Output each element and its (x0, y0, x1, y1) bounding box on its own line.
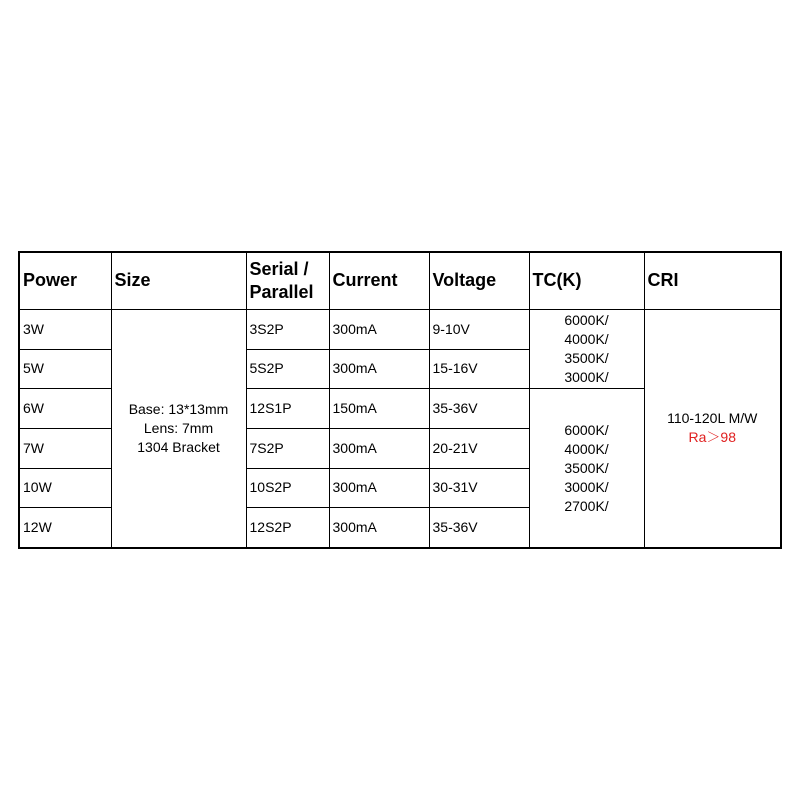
header-row (19, 252, 781, 309)
size-line1: Base: 13*13mm (128, 400, 229, 417)
cell-serial: 5S2P (246, 349, 329, 389)
cell-power: 3W (19, 309, 111, 349)
cell-current: 300mA (329, 428, 429, 468)
table-row (19, 309, 781, 349)
cell-serial: 10S2P (246, 468, 329, 508)
header-power: Power (19, 252, 111, 309)
header-serial-line1: Serial / (249, 258, 309, 279)
header-current: Current (329, 252, 429, 309)
cell-serial: 3S2P (246, 309, 329, 349)
cell-size (111, 309, 246, 548)
tc-value: 3000K/ (564, 478, 609, 495)
cell-voltage: 35-36V (429, 508, 529, 548)
cell-serial: 7S2P (246, 428, 329, 468)
header-size: Size (111, 252, 246, 309)
size-line2: Lens: 7mm (143, 419, 214, 436)
cell-power: 5W (19, 349, 111, 389)
tc-value: 4000K/ (564, 331, 609, 348)
header-voltage: Voltage (429, 252, 529, 309)
cell-current: 300mA (329, 309, 429, 349)
cell-current: 300mA (329, 349, 429, 389)
cell-voltage: 20-21V (429, 428, 529, 468)
cell-power: 7W (19, 428, 111, 468)
header-serial-line2: Parallel (249, 281, 314, 302)
header-serial-parallel (246, 252, 329, 309)
cri-line1: 110-120L M/W (667, 410, 758, 427)
cell-cri (644, 309, 781, 548)
tc-value: 3500K/ (564, 459, 609, 476)
tc-value: 3000K/ (564, 369, 609, 386)
cell-power: 10W (19, 468, 111, 508)
cell-tc-group1 (529, 309, 644, 388)
header-cri: CRI (644, 252, 781, 309)
size-line3: 1304 Bracket (137, 438, 220, 455)
tc-value: 6000K/ (564, 312, 609, 329)
cell-serial: 12S1P (246, 389, 329, 429)
cell-power: 12W (19, 508, 111, 548)
cell-voltage: 35-36V (429, 389, 529, 429)
cell-current: 300mA (329, 468, 429, 508)
cell-power: 6W (19, 389, 111, 429)
tc-value: 4000K/ (564, 440, 609, 457)
cell-voltage: 9-10V (429, 309, 529, 349)
cell-voltage: 15-16V (429, 349, 529, 389)
cell-serial: 12S2P (246, 508, 329, 548)
cell-current: 150mA (329, 389, 429, 429)
spec-table (18, 251, 782, 549)
tc-value: 3500K/ (564, 350, 609, 367)
cri-ra-value: Ra＞98 (688, 429, 736, 446)
cell-tc-group2 (529, 389, 644, 548)
cell-current: 300mA (329, 508, 429, 548)
tc-value: 2700K/ (564, 497, 609, 514)
header-tc: TC(K) (529, 252, 644, 309)
cell-voltage: 30-31V (429, 468, 529, 508)
tc-value: 6000K/ (564, 421, 609, 438)
